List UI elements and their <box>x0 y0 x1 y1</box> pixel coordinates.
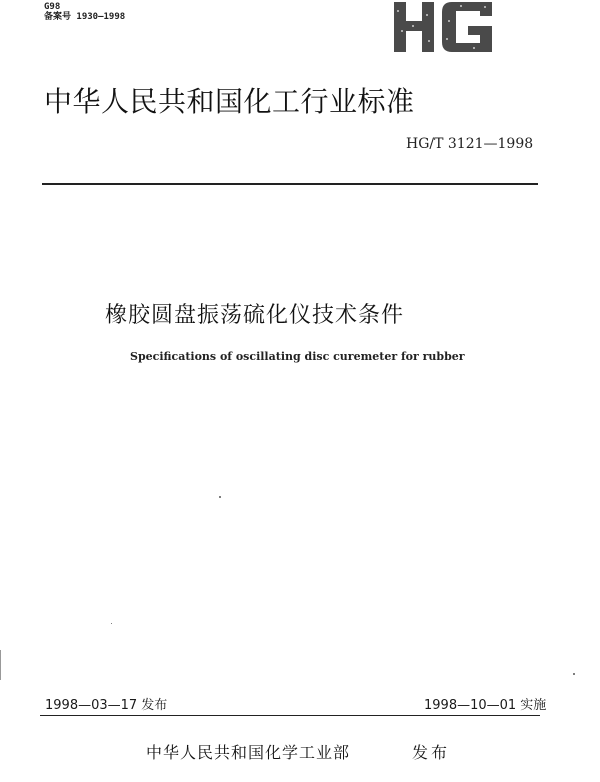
document-title: 橡胶圆盘振荡硫化仪技术条件 <box>105 303 405 328</box>
header-title: 中华人民共和国化工行业标准 <box>44 85 415 118</box>
record-number: 备案号 1930—1998 <box>44 12 126 22</box>
header-rule <box>42 183 538 185</box>
scan-speck <box>111 623 112 624</box>
edge-mark <box>0 650 1 680</box>
scan-speck <box>219 496 221 498</box>
issuing-authority: 中华人民共和国化学工业部 <box>146 743 351 762</box>
hg-logo <box>388 0 496 56</box>
class-code: G98 <box>44 2 61 12</box>
implementation-date: 1998—10—01 实施 <box>424 698 547 713</box>
standard-number: HG/T 3121—1998 <box>406 136 534 152</box>
document-subtitle-en: Specifications of oscillating disc curemeter for rubber <box>130 350 465 363</box>
issuing-action: 发布 <box>412 743 451 762</box>
footer-rule <box>40 715 540 716</box>
issue-date: 1998—03—17 发布 <box>45 698 168 713</box>
scan-speck <box>573 673 575 675</box>
